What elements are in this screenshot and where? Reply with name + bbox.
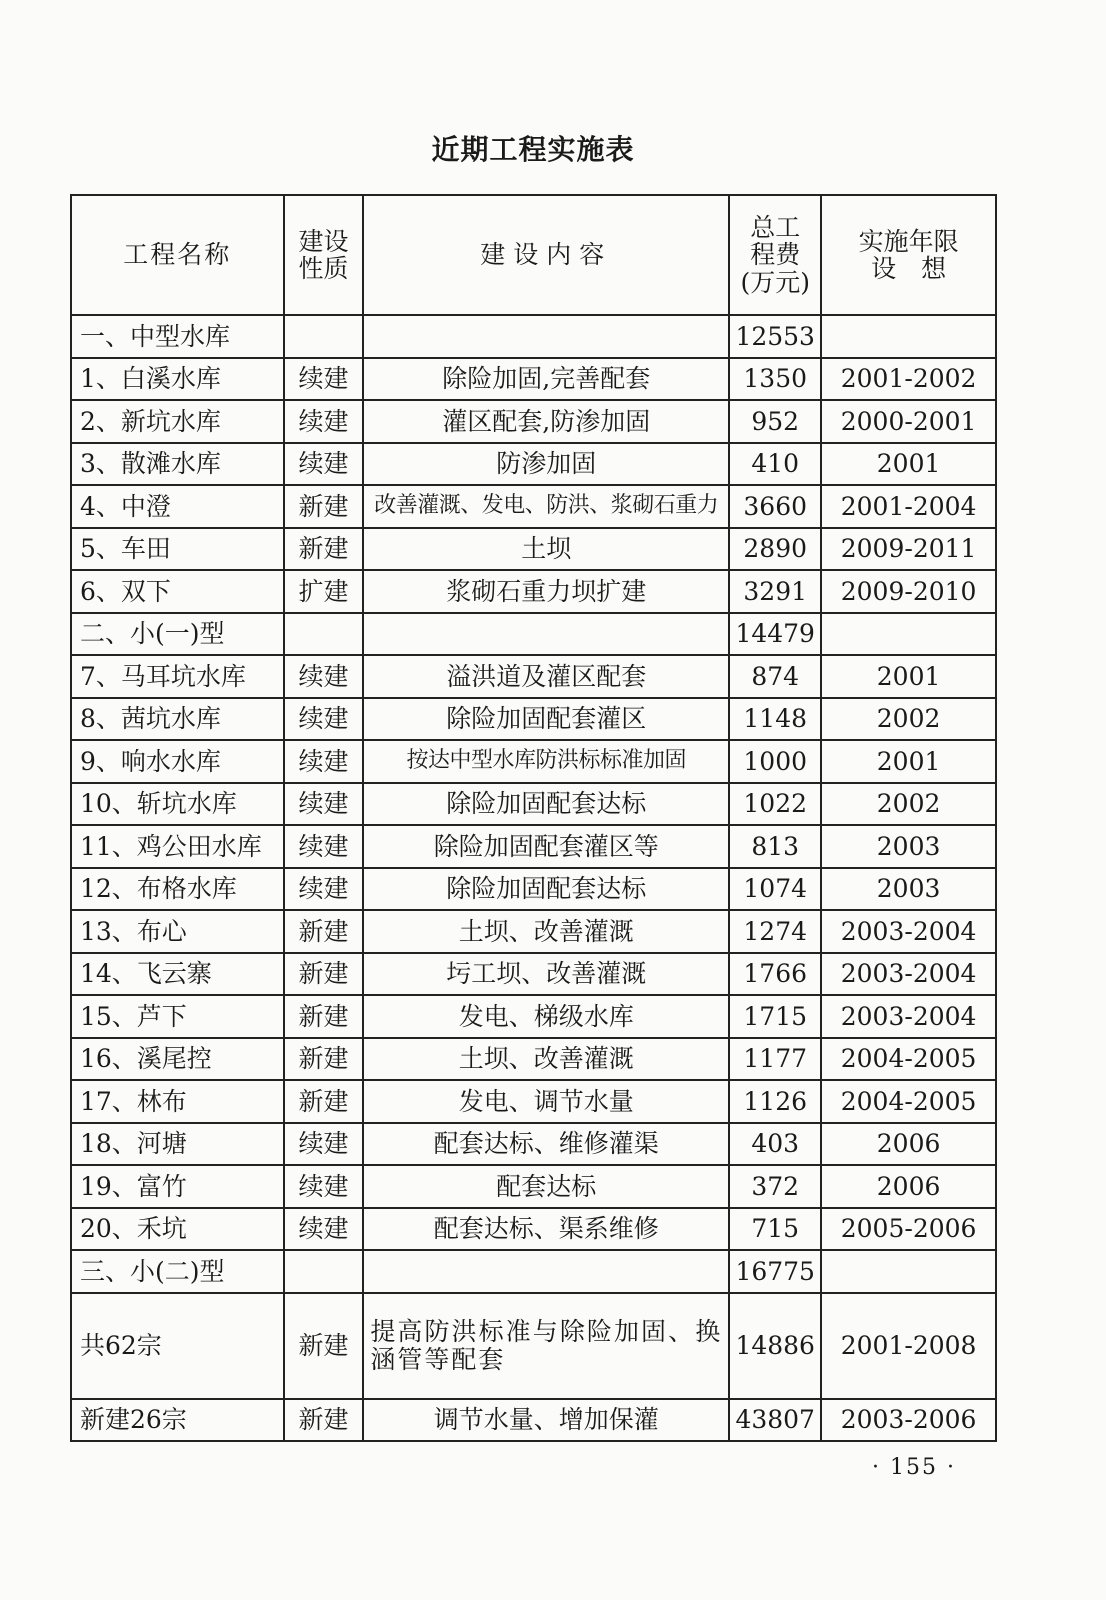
construction-nature-cell: 续建: [284, 868, 364, 911]
construction-content-cell: 圬工坝、改善灌溉: [363, 953, 729, 996]
total-cost-cell: 1766: [729, 953, 821, 996]
project-name-cell: 3、散滩水库: [71, 443, 284, 486]
construction-content-cell: 除险加固,完善配套: [363, 358, 729, 401]
table-row: [71, 358, 996, 401]
construction-content-cell: 溢洪道及灌区配套: [363, 655, 729, 698]
project-name-cell: 16、溪尾控: [71, 1038, 284, 1081]
implementation-years-cell: 2001: [821, 655, 996, 698]
construction-nature-cell: 新建: [284, 1293, 364, 1399]
table-header-row: [71, 195, 996, 315]
construction-nature-cell: 续建: [284, 740, 364, 783]
construction-nature-cell: 扩建: [284, 570, 364, 613]
project-name-cell: 一、中型水库: [71, 315, 284, 358]
total-cost-cell: 1022: [729, 783, 821, 826]
construction-content-cell: 改善灌溉、发电、防洪、浆砌石重力: [363, 485, 729, 528]
project-name-cell: 13、布心: [71, 910, 284, 953]
construction-content-cell: 防渗加固: [363, 443, 729, 486]
total-cost-cell: 1274: [729, 910, 821, 953]
table-row: [71, 825, 996, 868]
construction-nature-cell: [284, 613, 364, 656]
construction-content-cell: 土坝、改善灌溉: [363, 1038, 729, 1081]
construction-content-cell: 提高防洪标准与除险加固、换涵管等配套: [363, 1293, 729, 1399]
table-row: [71, 1399, 996, 1442]
implementation-years-cell: 2003-2006: [821, 1399, 996, 1442]
implementation-years-cell: 2000-2001: [821, 400, 996, 443]
total-cost-cell: 1000: [729, 740, 821, 783]
construction-content-cell: [363, 1250, 729, 1293]
header-nature: 建设 性质: [284, 195, 364, 315]
project-table: [70, 194, 997, 1442]
table-row: [71, 910, 996, 953]
total-cost-cell: 952: [729, 400, 821, 443]
construction-nature-cell: 续建: [284, 1123, 364, 1166]
construction-content-cell: 土坝、改善灌溉: [363, 910, 729, 953]
table-row: [71, 1293, 996, 1399]
implementation-years-cell: 2001-2004: [821, 485, 996, 528]
total-cost-cell: 1074: [729, 868, 821, 911]
project-name-cell: 新建26宗: [71, 1399, 284, 1442]
project-name-cell: 8、茜坑水库: [71, 698, 284, 741]
construction-nature-cell: 新建: [284, 485, 364, 528]
table-row: [71, 400, 996, 443]
construction-content-cell: 按达中型水库防洪标标准加固: [363, 740, 729, 783]
construction-content-cell: 浆砌石重力坝扩建: [363, 570, 729, 613]
construction-nature-cell: 续建: [284, 358, 364, 401]
construction-nature-cell: 续建: [284, 443, 364, 486]
table-row: [71, 528, 996, 571]
project-name-cell: 12、布格水库: [71, 868, 284, 911]
project-name-cell: 19、富竹: [71, 1165, 284, 1208]
total-cost-cell: 14479: [729, 613, 821, 656]
total-cost-cell: 16775: [729, 1250, 821, 1293]
project-name-cell: 15、芦下: [71, 995, 284, 1038]
total-cost-cell: 3291: [729, 570, 821, 613]
project-name-cell: 20、禾坑: [71, 1208, 284, 1251]
table-row: [71, 613, 996, 656]
project-name-cell: 7、马耳坑水库: [71, 655, 284, 698]
implementation-years-cell: 2004-2005: [821, 1038, 996, 1081]
table-row: [71, 698, 996, 741]
implementation-years-cell: 2003: [821, 868, 996, 911]
construction-nature-cell: 续建: [284, 655, 364, 698]
header-content: 建设内容: [363, 195, 729, 315]
total-cost-cell: 1177: [729, 1038, 821, 1081]
construction-nature-cell: 续建: [284, 783, 364, 826]
construction-nature-cell: 续建: [284, 1165, 364, 1208]
project-name-cell: 1、白溪水库: [71, 358, 284, 401]
construction-nature-cell: 续建: [284, 400, 364, 443]
project-name-cell: 9、响水水库: [71, 740, 284, 783]
table-row: [71, 655, 996, 698]
table-row: [71, 1208, 996, 1251]
project-name-cell: 10、斩坑水库: [71, 783, 284, 826]
table-row: [71, 995, 996, 1038]
table-row: [71, 1038, 996, 1081]
table-row: [71, 1250, 996, 1293]
construction-content-cell: 配套达标: [363, 1165, 729, 1208]
implementation-years-cell: 2006: [821, 1123, 996, 1166]
project-name-cell: 11、鸡公田水库: [71, 825, 284, 868]
total-cost-cell: 1715: [729, 995, 821, 1038]
implementation-years-cell: 2001-2008: [821, 1293, 996, 1399]
construction-nature-cell: 新建: [284, 528, 364, 571]
implementation-years-cell: [821, 315, 996, 358]
implementation-years-cell: 2009-2010: [821, 570, 996, 613]
project-name-cell: 共62宗: [71, 1293, 284, 1399]
construction-content-cell: 发电、梯级水库: [363, 995, 729, 1038]
table-row: [71, 1165, 996, 1208]
header-cost: 总工 程费 (万元): [729, 195, 821, 315]
project-name-cell: 2、新坑水库: [71, 400, 284, 443]
total-cost-cell: 2890: [729, 528, 821, 571]
implementation-years-cell: 2003-2004: [821, 910, 996, 953]
table-row: [71, 485, 996, 528]
total-cost-cell: 1126: [729, 1080, 821, 1123]
implementation-years-cell: [821, 613, 996, 656]
total-cost-cell: 1350: [729, 358, 821, 401]
construction-content-cell: 除险加固配套灌区等: [363, 825, 729, 868]
table-row: [71, 443, 996, 486]
implementation-years-cell: 2003-2004: [821, 995, 996, 1038]
project-name-cell: 4、中澄: [71, 485, 284, 528]
implementation-years-cell: 2005-2006: [821, 1208, 996, 1251]
construction-nature-cell: 新建: [284, 1399, 364, 1442]
project-name-cell: 14、飞云寨: [71, 953, 284, 996]
construction-content-cell: 发电、调节水量: [363, 1080, 729, 1123]
implementation-years-cell: 2003-2004: [821, 953, 996, 996]
construction-nature-cell: 新建: [284, 953, 364, 996]
project-name-cell: 17、林布: [71, 1080, 284, 1123]
construction-content-cell: [363, 613, 729, 656]
construction-content-cell: 灌区配套,防渗加固: [363, 400, 729, 443]
project-name-cell: 6、双下: [71, 570, 284, 613]
construction-content-cell: 配套达标、渠系维修: [363, 1208, 729, 1251]
construction-nature-cell: [284, 1250, 364, 1293]
construction-content-cell: 除险加固配套达标: [363, 783, 729, 826]
construction-nature-cell: 续建: [284, 825, 364, 868]
construction-content-cell: 除险加固配套达标: [363, 868, 729, 911]
project-name-cell: 三、小(二)型: [71, 1250, 284, 1293]
construction-nature-cell: 续建: [284, 1208, 364, 1251]
total-cost-cell: 12553: [729, 315, 821, 358]
construction-content-cell: 调节水量、增加保灌: [363, 1399, 729, 1442]
implementation-years-cell: 2006: [821, 1165, 996, 1208]
total-cost-cell: 715: [729, 1208, 821, 1251]
construction-content-cell: 除险加固配套灌区: [363, 698, 729, 741]
page-title: 近期工程实施表: [431, 133, 635, 166]
construction-nature-cell: 续建: [284, 698, 364, 741]
construction-nature-cell: 新建: [284, 1080, 364, 1123]
table-row: [71, 868, 996, 911]
implementation-years-cell: 2001: [821, 740, 996, 783]
implementation-years-cell: 2001-2002: [821, 358, 996, 401]
total-cost-cell: 43807: [729, 1399, 821, 1442]
implementation-years-cell: 2001: [821, 443, 996, 486]
construction-nature-cell: 新建: [284, 995, 364, 1038]
table-row: [71, 783, 996, 826]
total-cost-cell: 410: [729, 443, 821, 486]
implementation-years-cell: 2002: [821, 783, 996, 826]
table-row: [71, 953, 996, 996]
total-cost-cell: 3660: [729, 485, 821, 528]
construction-nature-cell: [284, 315, 364, 358]
table-row: [71, 570, 996, 613]
total-cost-cell: 14886: [729, 1293, 821, 1399]
total-cost-cell: 1148: [729, 698, 821, 741]
project-name-cell: 18、河塘: [71, 1123, 284, 1166]
total-cost-cell: 813: [729, 825, 821, 868]
total-cost-cell: 372: [729, 1165, 821, 1208]
total-cost-cell: 403: [729, 1123, 821, 1166]
implementation-years-cell: [821, 1250, 996, 1293]
table-row: [71, 740, 996, 783]
project-name-cell: 5、车田: [71, 528, 284, 571]
table-row: [71, 1080, 996, 1123]
implementation-years-cell: 2004-2005: [821, 1080, 996, 1123]
construction-content-cell: 配套达标、维修灌渠: [363, 1123, 729, 1166]
total-cost-cell: 874: [729, 655, 821, 698]
header-name: 工程名称: [71, 195, 284, 315]
header-years: 实施年限 设 想: [821, 195, 996, 315]
construction-nature-cell: 新建: [284, 910, 364, 953]
implementation-years-cell: 2003: [821, 825, 996, 868]
construction-content-cell: [363, 315, 729, 358]
table-body: [71, 315, 996, 1441]
page-number: · 155 ·: [872, 1455, 956, 1480]
project-name-cell: 二、小(一)型: [71, 613, 284, 656]
construction-content-cell: 土坝: [363, 528, 729, 571]
construction-nature-cell: 新建: [284, 1038, 364, 1081]
table-row: [71, 1123, 996, 1166]
implementation-years-cell: 2002: [821, 698, 996, 741]
implementation-years-cell: 2009-2011: [821, 528, 996, 571]
table-row: [71, 315, 996, 358]
